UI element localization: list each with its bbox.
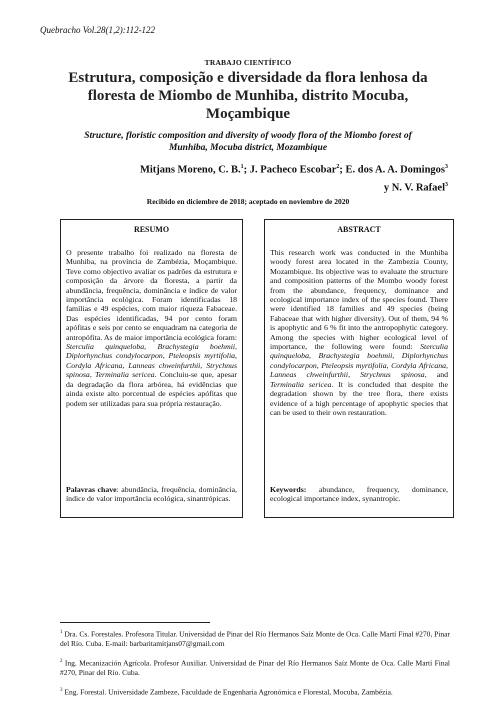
footnote-1-mark: 1 [60, 630, 63, 635]
abstract-keywords-label: Keywords: [270, 485, 307, 494]
resumo-heading: RESUMO [133, 225, 170, 234]
resumo-text [66, 248, 237, 408]
abstract-conclusion: . It is concluded that despite the degradation shown by the tree flora, there exists evidence of a high percentage of apophytic species that can be used to their own restauration. [270, 379, 449, 417]
abstract-text [270, 248, 448, 417]
author-2: ; J. Pacheco Escobar [243, 164, 337, 176]
abstract-species: Sterculia quinqueloba, Brachystegia boehmii, Diplorhynchus condylocarpon, Pteleopsis myrtifolia, Cordyla Africana, Lanneas chweinfurthii, Strychnus spinosa, [270, 342, 448, 380]
abstract-heading: ABSTRACT [337, 225, 381, 234]
author-1-affil: 1 [240, 164, 244, 170]
footnote-3-mark: 3 [60, 688, 63, 693]
abstract-paragraph: This research work was conducted in the Munhiba woody forest area located in the Zambezia County, Mozambique. Its objective was to evaluate the structure and composition patterns of the Mombo woody forest from the abundance, frequency, dominance and ecological importance index of the species found. There were identified 18 families and 49 species (being Fabaceae that with higher diversity). Out of them, 94 % is apophytic and 6 % fit into the antropophytic category. Among the species with higher ecological level of importance, the following were found: [270, 248, 448, 352]
resumo-box [60, 219, 243, 518]
abstract-and: and [426, 370, 448, 380]
resumo-keywords-text: : abundância, frequência, dominância, índice de valor importância ecológica, sinantrópicas. [66, 485, 237, 504]
resumo-keywords-label: Palavras chave [66, 485, 117, 494]
abstract-keywords [270, 485, 448, 504]
footnote-2-text: Ing. Mecanización Agrícola. Profesor Auxiliar. Universidad de Pinar del Río Hermanos Saíz Monte de Oca. Calle Martí Final #270, Pinar del Río. Cuba. [60, 658, 450, 677]
author-2-affil: 2 [336, 164, 340, 170]
resumo-species: Sterculia quinqueloba, Brachystegia boehmii, Diplorhynchus condylocarpon, Pteleopsis myrtifolia, Cordyla Africana, Lanneas chweinfurthii, Strychnus spinosa, Terminalia sericea [66, 342, 237, 380]
footnote-2 [60, 657, 450, 677]
footnote-3 [60, 686, 450, 697]
section-label: TRABAJO CIENTÍFICO [204, 58, 292, 67]
footnote-2-mark: 2 [60, 659, 63, 664]
author-4-affil: 3 [445, 181, 448, 188]
resumo-keywords [66, 485, 237, 504]
abstract-species-2: Terminalia sericea [270, 379, 332, 389]
resumo-paragraph: O presente trabalho foi realizado na floresta de Munhiba, na província de Zambézia, Moçambique. Teve como objectivo avaliar os padrões da estrutura e composição da árvore da floresta, a partir da abundância, frequência, dominância e índice de valor importância ecológica. Foram identificadas 18 famílias e 49 espécies, com maior riqueza Fabaceae. Das espécies identificadas, 94 por cento foram apófitas e seis por cento se enquadram na categoria de antropófita. As de maior importância ecológica foram: [66, 248, 237, 342]
title-portuguese: Estrutura, composição e diversidade da flora lenhosa da floresta de Miombo de Munhiba, distrito Mocuba, Moçambique [68, 70, 428, 122]
author-list [48, 160, 448, 195]
received-dates: Recibido en diciembre de 2018; aceptado en noviembre de 2020 [146, 197, 350, 206]
footnote-divider [60, 622, 210, 623]
footnote-1-text: Dra. Cs. Forestales. Profesora Titular. Universidad de Pinar del Río Hermanos Saíz Monte de Oca. Calle Martí Final #270, Pinar del Río. Cuba. E-mail: barbaritamitjans07@gmail.com [60, 629, 450, 648]
footnote-3-text: Eng. Forestal. Universidade Zambeze, Faculdade de Engenharia Agronómica e Florestal, Mocuba, Zambézia. [62, 687, 393, 697]
abstract-keywords-text: abundance, frequency, dominance, ecological importance index, synantropic. [270, 485, 448, 504]
author-3: ; E. dos A. A. Domingos [339, 164, 445, 176]
footnote-1 [60, 628, 450, 648]
title-english: Structure, floristic composition and diversity of woody flora of the Miombo forest of Munhiba, Mocuba district, Mozambique [84, 131, 412, 153]
abstract-box [264, 219, 454, 518]
author-3-affil: 3 [445, 164, 448, 170]
resumo-conclusion: . Concluiu-se que, apesar da degradação da flora arbórea, há evidências que ainda existe alto porcentual de espécies apófitas que podem ser utilizadas para sua própria restauração. [66, 370, 237, 408]
journal-citation: Quebracho Vol.28(1,2):112-122 [40, 25, 156, 35]
author-1: Mitjans Moreno, C. B. [139, 164, 241, 176]
author-4: y N. V. Rafael [383, 182, 445, 193]
